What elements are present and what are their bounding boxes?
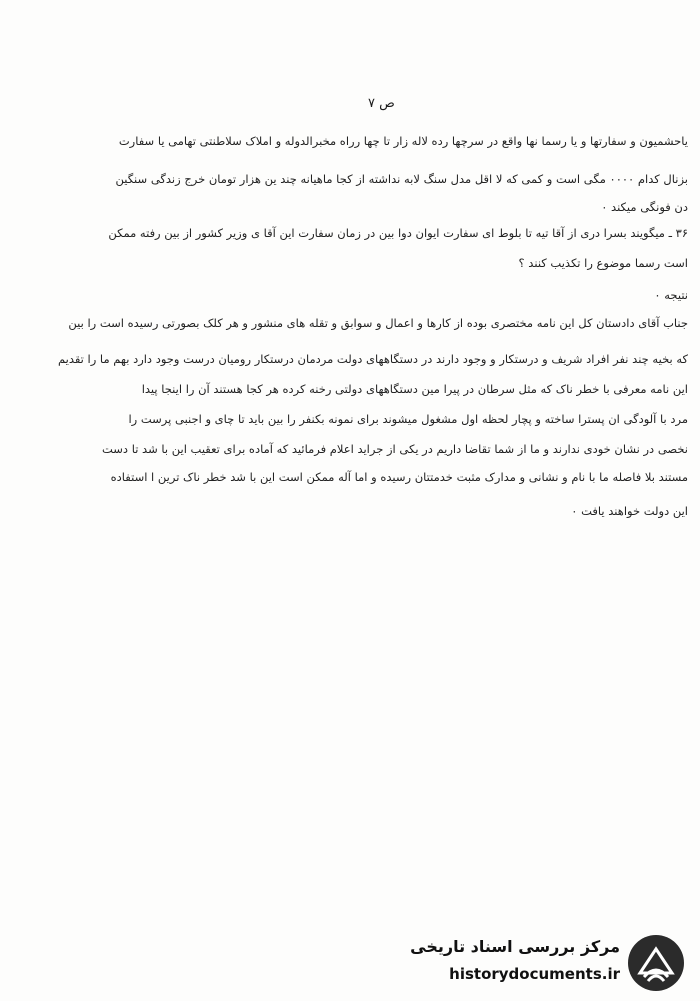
text-line: است رسما موضوع را تکذیب کنند ؟ [518,256,688,270]
text-line: بزنال کدام ۰۰۰۰ مگی است و کمی که لا اقل مدل سنگ لابه نداشته از کجا ماهیانه چند ین هزار تومان خرج زندگی سنگین [115,172,688,186]
text-line: یاحشمیون و سفارتها و یا رسما نها واقع در سرچها رده لاله زار تا چها رراه مخبرالدوله و املاک سلاطنتی تهامی یا سفارت [118,134,688,148]
watermark-title: مرکز بررسی اسناد تاریخی [410,937,620,956]
text-line: نخصی در نشان خودی ندارند و ما از شما تقاضا داریم در یکی از جراید اعلام فرمائید که آماده برای تعقیب این با شد تا دست [101,442,688,456]
page-number: ص ۷ [368,96,395,111]
text-line: این نامه معرفی با خطر ناک که مثل سرطان در پیرا مین دستگاههای دولتی رخنه کرده هر کجا هستند آن را اینجا پیدا [141,382,688,396]
text-line: که بخیه چند نفر افراد شریف و درستکار و وجود دارند در دستگاههای دولت مردمان درستکار رومیان درست وجود دارد بهم ما را تقدیم [57,352,688,366]
watermark-url: historydocuments.ir [449,965,620,983]
watermark [406,933,686,995]
text-line: دن فونگی میکند ۰ [601,200,688,214]
book-pages-logo-icon [626,933,686,993]
text-line: نتیجه ۰ [654,288,688,302]
text-line: این دولت خواهند یافت ۰ [571,504,688,518]
text-line: مرد با آلودگی ان پسترا ساخته و پچار لحظه اول مشغول میشوند برای نمونه بکنفر را بین باید تا چای و اجنبی پرست را [128,412,688,426]
text-line: ۳۶ ـ میگویند بسرا دری از آقا تیه تا بلوط ای سفارت ایوان دوا بین در زمان سفارت این آقا ی وزیر کشور از بین رفته ممکن [108,226,688,240]
text-line: جناب آقای دادستان کل این نامه مختصری بوده از کارها و اعمال و سوابق و تقله های منشور و هر کلک بصورتی رسیده است را بین [68,316,688,330]
text-line: مستند بلا فاصله ما با نام و نشانی و مدارک مثبت خدمتتان رسیده و اما آله ممکن است این با شد خطر ناک ترین ا استفاده [110,470,688,484]
